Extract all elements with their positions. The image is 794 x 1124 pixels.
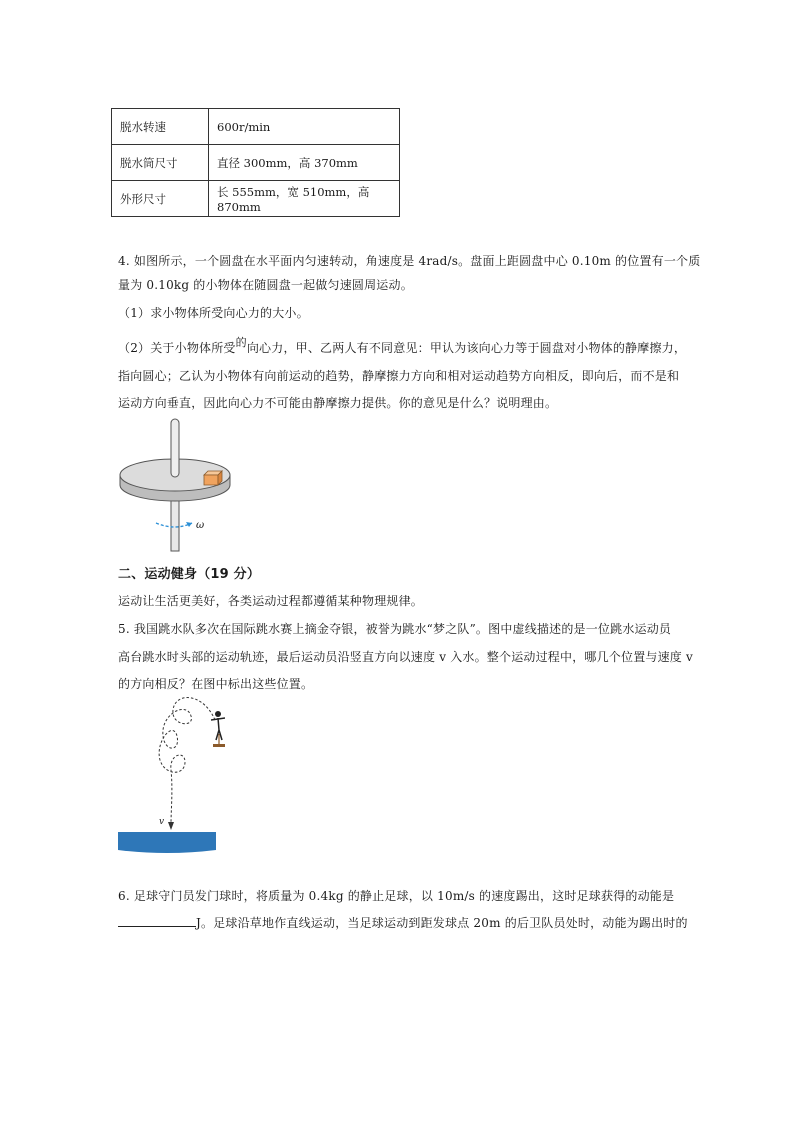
small-block-icon [204, 471, 222, 485]
water-surface [118, 832, 216, 853]
rotating-disc-figure [112, 415, 242, 555]
table-cell-value: 直径 300mm，高 370mm [209, 145, 400, 181]
table-row [112, 109, 400, 145]
q6-line-2 [118, 914, 688, 931]
q6-line-1: 6. 足球守门员发门球时，将质量为 0.4kg 的静止足球，以 10m/s 的速度踢出，这时足球获得的动能是 [118, 889, 675, 903]
q6-line-2-text: J。足球沿草地作直线运动，当足球运动到距发球点 20m 的后卫队员处时，动能为踢出时的 [196, 916, 688, 930]
q4-sub-2-part-a: （2）关于小物体所受 [118, 341, 236, 355]
diving-trajectory-figure [115, 690, 225, 860]
section-heading: 二、运动健身（19 分） [118, 567, 261, 582]
q4-line-1: 4. 如图所示，一个圆盘在水平面内匀速转动，角速度是 4rad/s。盘面上距圆盘中心 0.10m 的位置有一个质 [118, 254, 701, 268]
diving-platform [213, 744, 225, 747]
q4-sub-2-line-1 [118, 336, 687, 356]
table-row [112, 145, 400, 181]
omega-label: ω [196, 520, 205, 531]
q4-sub-1: （1）求小物体所受向心力的大小。 [118, 306, 309, 320]
table-row [112, 181, 400, 217]
table-cell-key: 脱水筒尺寸 [112, 145, 209, 181]
q4-sub-2-line-3: 运动方向垂直，因此向心力不可能由静摩擦力提供。你的意见是什么？说明理由。 [118, 396, 558, 410]
table-cell-value: 600r/min [209, 109, 400, 145]
q5-line-1: 5. 我国跳水队多次在国际跳水赛上摘金夺银，被誉为跳水“梦之队”。图中虚线描述的是一位跳水运动员 [118, 622, 672, 636]
table-cell-key: 脱水转速 [112, 109, 209, 145]
q4-line-2: 量为 0.10kg 的小物体在随圆盘一起做匀速圆周运动。 [118, 278, 413, 292]
q5-line-3: 的方向相反？在图中标出这些位置。 [118, 677, 314, 691]
answer-blank[interactable] [118, 914, 196, 927]
disc-shaft-upper [171, 419, 179, 477]
spec-table [111, 108, 400, 217]
q4-sub-2-part-b: 向心力，甲、乙两人有不同意见：甲认为该向心力等于圆盘对小物体的静摩擦力， [246, 341, 687, 355]
velocity-arrowhead-icon [168, 822, 174, 830]
table-cell-key: 外形尺寸 [112, 181, 209, 217]
q5-line-2: 高台跳水时头部的运动轨迹，最后运动员沿竖直方向以速度 v 入水。整个运动过程中，哪几个位置与速度 v [118, 650, 694, 664]
table-cell-value: 长 555mm，宽 510mm，高 870mm [209, 181, 400, 217]
trajectory-path [159, 698, 215, 824]
section-intro: 运动让生活更美好，各类运动过程都遵循某种物理规律。 [118, 594, 424, 608]
disc-shaft-lower [171, 495, 179, 551]
velocity-label: v [159, 817, 165, 827]
q4-sub-2-sup: 的 [235, 336, 247, 349]
q4-sub-2-line-2: 指向圆心；乙认为小物体有向前运动的趋势，静摩擦力方向和相对运动趋势方向相反，即向后，而不是和 [118, 369, 680, 383]
